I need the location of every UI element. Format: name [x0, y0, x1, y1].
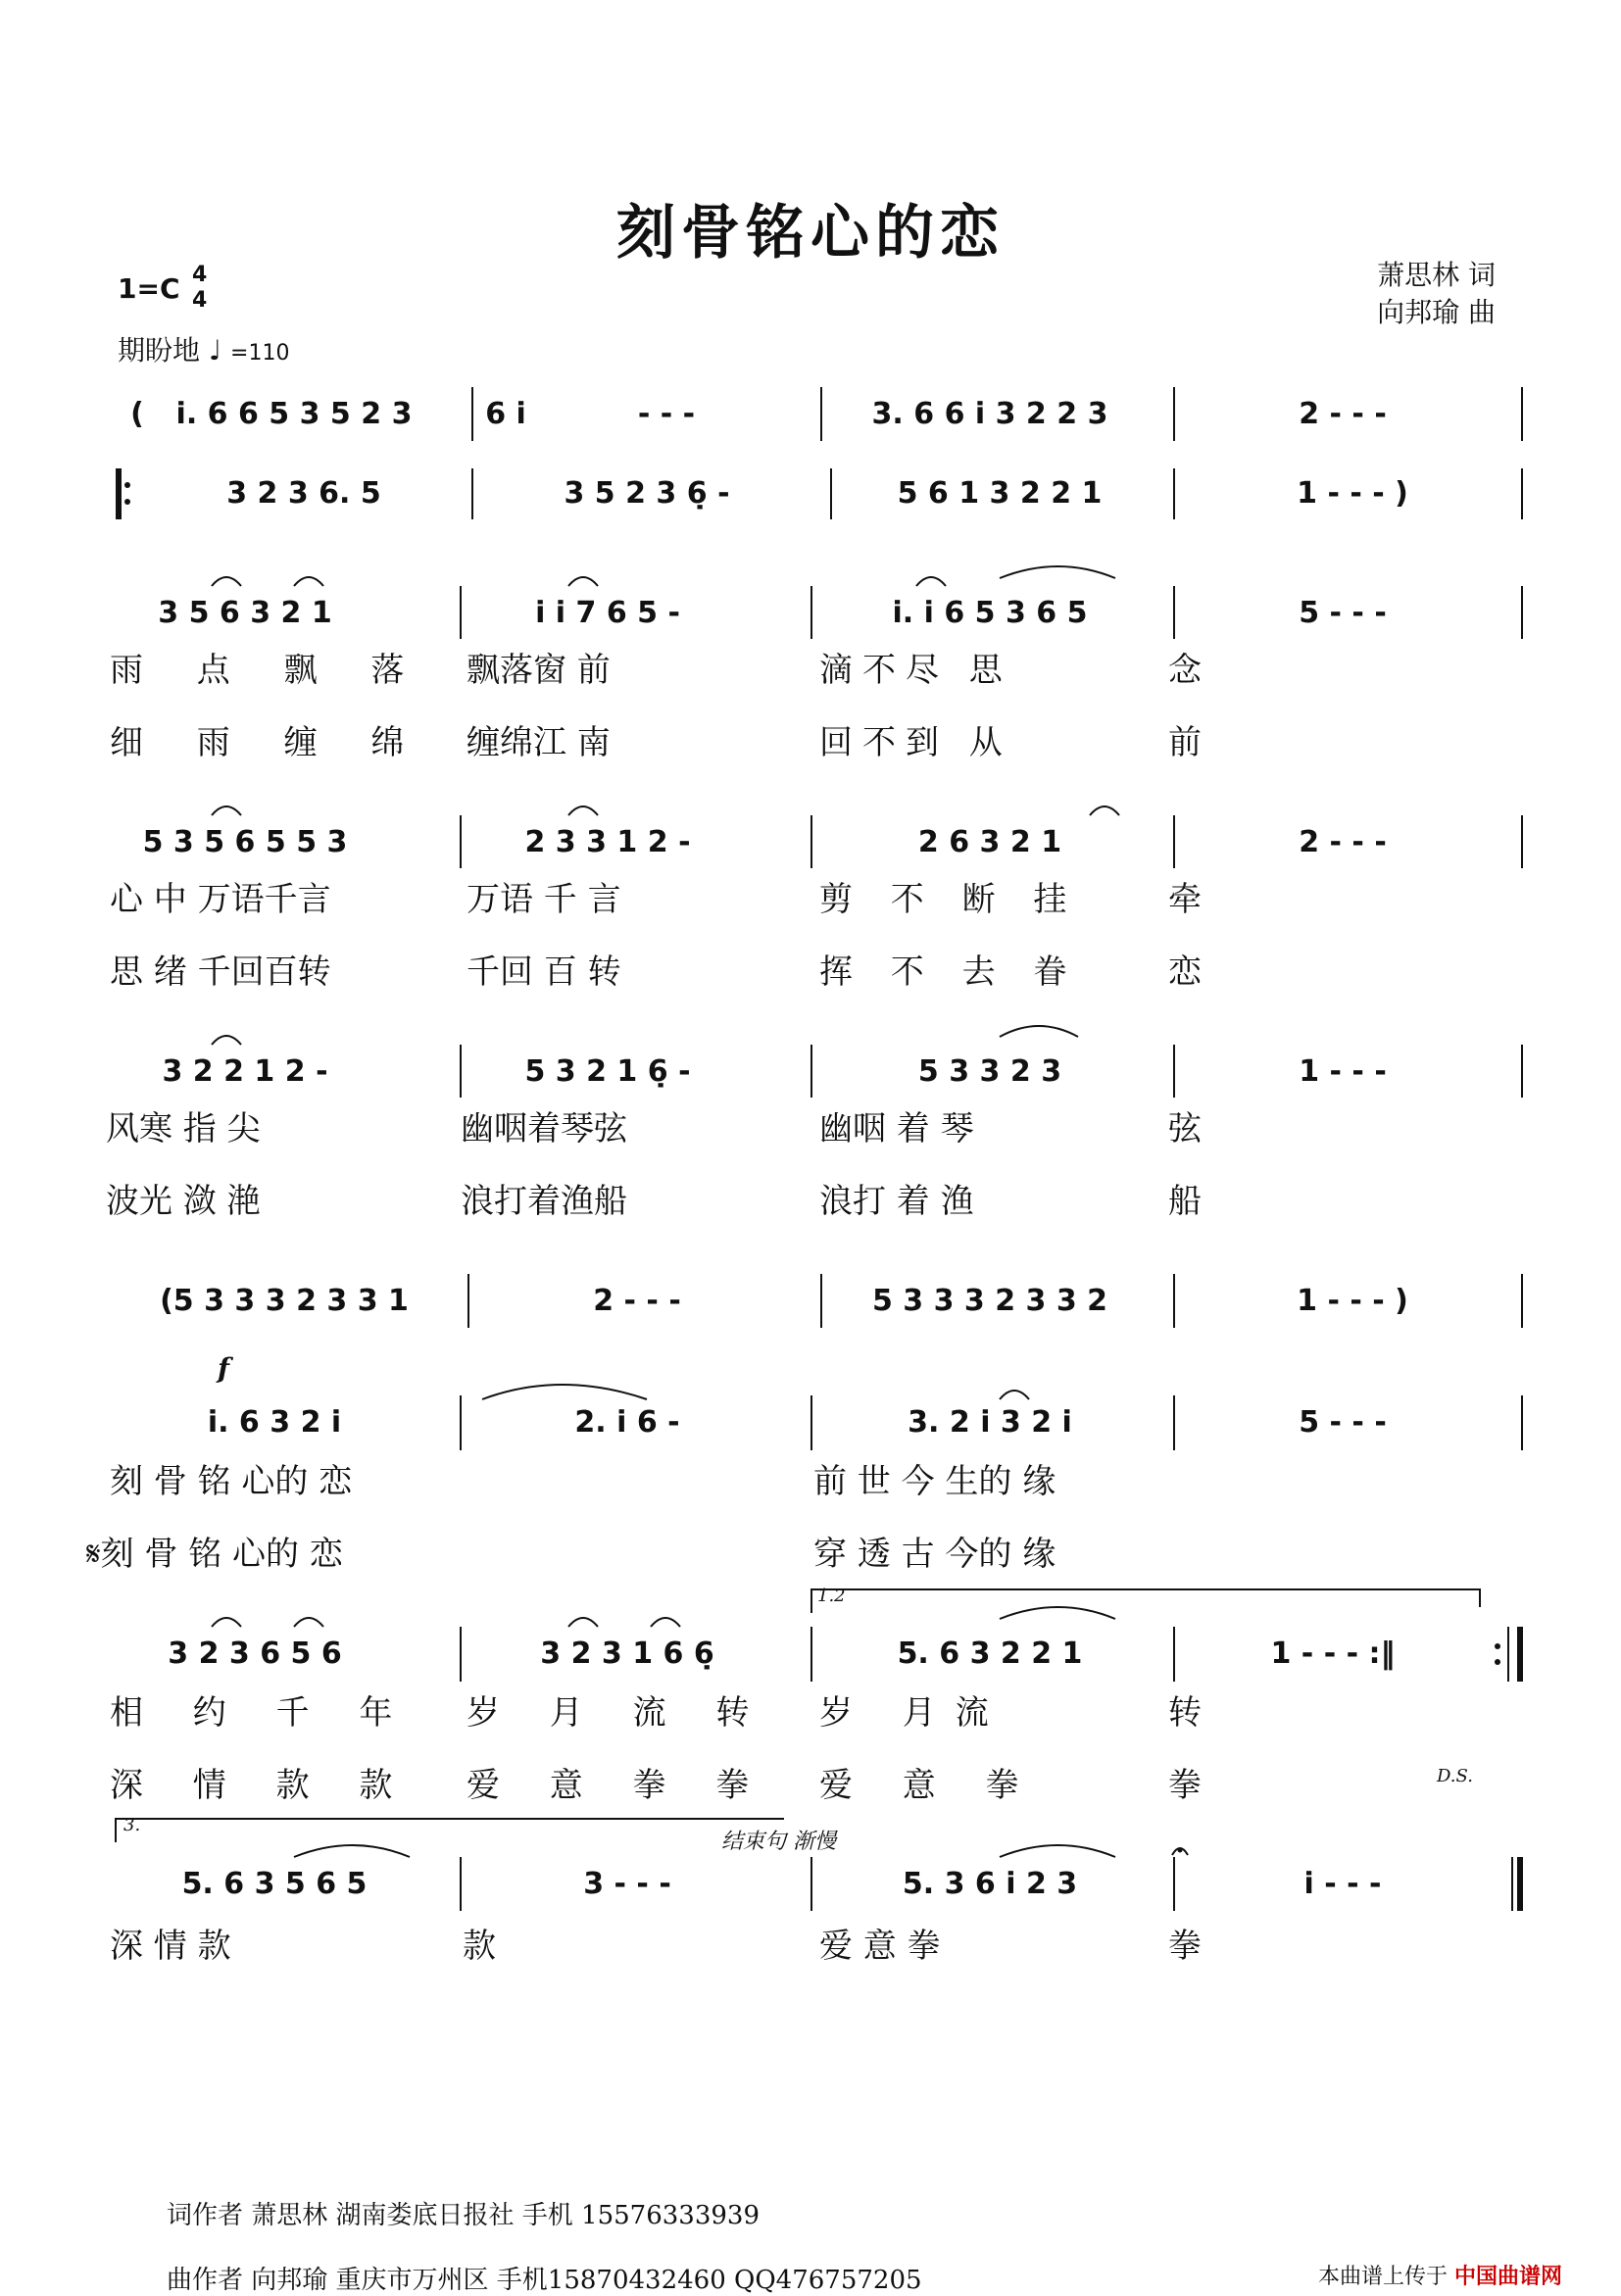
lyric: 弦 [1168, 1109, 1202, 1148]
dal-segno: D.S. [1437, 1766, 1473, 1786]
notes: i̇ i̇ 7 6 5 - [535, 596, 680, 630]
tempo-text: 期盼地 [118, 334, 201, 366]
notes: 2 - - - [1299, 397, 1387, 431]
lyric: 爱 意 拳 [819, 1766, 1039, 1805]
notes: 3 - - - [583, 1867, 671, 1901]
lyric: 浪打 着 渔 [819, 1182, 974, 1221]
lyric: 穿 透 古 今的 缘 [813, 1535, 1056, 1574]
lyric: 心 中 万语千言 [110, 880, 331, 919]
notes: 5 3 5 6 5 5 3 [142, 825, 348, 859]
notes: 2 3 3 1 2 - [524, 825, 691, 859]
expression-ending: 结束句 渐慢 [721, 1830, 836, 1854]
notes: 3. 2 i̇ 3 2 i̇ [908, 1405, 1072, 1440]
lyric: 缠绵江 南 [467, 723, 611, 762]
notes: 5 3 3 2 3 [917, 1054, 1062, 1089]
lyric: 千回 百 转 [467, 953, 621, 992]
notes: 5 - - - [1299, 1405, 1387, 1440]
notes: 5. 6 3 2 2 1 [897, 1637, 1083, 1671]
lyric: 风寒 指 尖 [106, 1109, 261, 1148]
lyric: 念 [1168, 651, 1202, 690]
notes: i̇. 6 6 5 3 5 2 3 [175, 397, 413, 431]
lyric: 船 [1168, 1182, 1202, 1221]
lyric: 爱 意 拳 [819, 1927, 941, 1966]
lyric: 细 雨 缠 绵 [110, 723, 426, 762]
notes: 2 6 3 2 1 [917, 825, 1062, 859]
time-signature: 4 4 [192, 263, 208, 313]
lyric: 浪打着渔船 [461, 1182, 627, 1221]
notes: 3 2 3 6 5 6 [168, 1637, 342, 1671]
lyric: 滴不尽 思 [819, 651, 1012, 690]
tempo-value: =110 [230, 341, 290, 366]
lyric: 牵 [1168, 880, 1202, 919]
notes: 3 2 3 6. 5 [226, 476, 381, 511]
lyric: 雨 点 飘 落 [110, 651, 426, 690]
volta-1-2: 1.2 [817, 1586, 846, 1606]
lyric: 飘落窗 前 [467, 651, 611, 690]
lyric: 幽咽 着 琴 [819, 1109, 974, 1148]
key-signature: 1=C [118, 272, 180, 305]
lyric: 深 情 款 [110, 1927, 231, 1966]
lyric: 转 [1168, 1693, 1202, 1733]
dynamic-forte: f [218, 1352, 230, 1385]
notes: 1 - - - ) [1297, 1284, 1408, 1318]
notes: 5 3 2 1 6̣ - [524, 1054, 691, 1089]
notes: 3 5 6 3 2 1 [158, 596, 332, 630]
notes: 5 6 1 3 2 2 1 [897, 476, 1103, 511]
quarter-note-icon: ♩ [208, 334, 222, 366]
notes: 2 - - - [593, 1284, 681, 1318]
lyricist-contact: 词作者 萧思林 湖南娄底日报社 手机 15576333939 [167, 2201, 761, 2230]
notes: i̇ - - - [1303, 1867, 1382, 1901]
lyric: 剪 不 断 挂 [819, 880, 1081, 919]
lyric: 刻 骨 铭 心的 恋 [110, 1462, 353, 1501]
notes: 1 - - - :‖ [1270, 1637, 1396, 1671]
lyric: 前 [1168, 723, 1202, 762]
lyric: 相 约 千 年 [110, 1693, 413, 1733]
lyric: 幽咽着琴弦 [461, 1109, 627, 1148]
volta-3: 3. [123, 1815, 141, 1835]
lyric: 恋 [1168, 953, 1202, 992]
page-title: 刻骨铭心的恋 [616, 199, 1005, 268]
composer-contact: 曲作者 向邦瑜 重庆市万州区 手机15870432460 QQ476757205 [167, 2266, 922, 2295]
notes: - - - [637, 397, 696, 431]
notes: ( [130, 397, 144, 431]
notes: 2 - - - [1299, 825, 1387, 859]
notes: 3 2 2 1 2 - [162, 1054, 328, 1089]
lyric: 回不到 从 [819, 723, 1012, 762]
notes: 3 5 2 3 6̣ - [564, 476, 730, 511]
lyricist-credit: 萧思林 词 [1377, 259, 1496, 291]
lyric: 𝄋刻 骨 铭 心的 恋 [86, 1535, 343, 1574]
lyric: 拳 [1168, 1927, 1202, 1966]
notes: 2. i̇ 6 - [574, 1405, 680, 1440]
lyric: 款 [463, 1927, 496, 1966]
notes: (5 3 3 3 2 3 3 1 [160, 1284, 409, 1318]
notes: 3. 6 6 i̇ 3 2 2 3 [871, 397, 1108, 431]
notes: 6 i̇ [485, 397, 526, 431]
lyric: 岁 月 流 转 [467, 1693, 769, 1733]
lyric: 前 世 今 生的 缘 [813, 1462, 1056, 1501]
notes: 1 - - - ) [1297, 476, 1408, 511]
lyric: 万语 千 言 [467, 880, 621, 919]
notes: 5. 3 6 i̇ 2 3 [902, 1867, 1078, 1901]
lyric: 拳 [1168, 1766, 1202, 1805]
notes: 5 - - - [1299, 596, 1387, 630]
composer-credit: 向邦瑜 曲 [1377, 296, 1496, 328]
notes: 3 2 3 1 6 6̣ [540, 1637, 714, 1671]
lyric: 思 绪 千回百转 [110, 953, 331, 992]
notes: i̇. i̇ 6 5 3 6 5 [892, 596, 1088, 630]
upload-text: 本曲谱上传于 [1317, 2265, 1448, 2289]
lyric: 挥 不 去 眷 [819, 953, 1081, 992]
notes: i̇. 6 3 2 i̇ [207, 1405, 342, 1440]
lyric: 爱 意 拳 拳 [467, 1766, 769, 1805]
lyric: 深 情 款 款 [110, 1766, 413, 1805]
site-logo[interactable]: 中国曲谱网 [1453, 2265, 1562, 2289]
notes: 5 3 3 3 2 3 3 2 [871, 1284, 1108, 1318]
notes: 5. 6 3 5 6 5 [181, 1867, 368, 1901]
upload-credit [1318, 2260, 1562, 2290]
notes: 1 - - - [1299, 1054, 1387, 1089]
lyric: 岁 月流 [819, 1693, 1008, 1733]
lyric: 波光 潋 滟 [106, 1182, 261, 1221]
